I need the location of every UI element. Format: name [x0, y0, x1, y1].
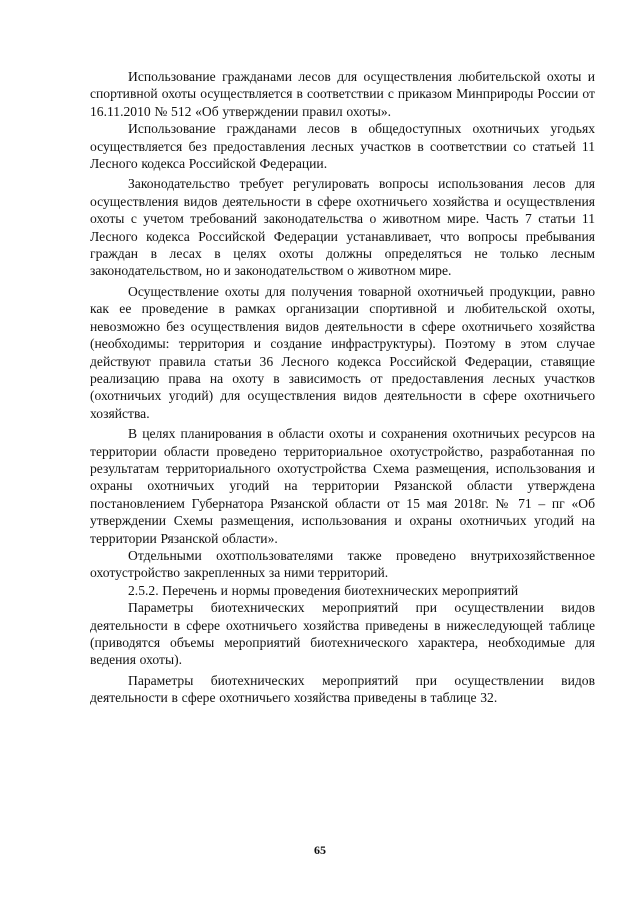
document-body — [90, 68, 595, 707]
page-number: 65 — [314, 843, 326, 857]
paragraph-commercial-hunting: Осуществление охоты для получения товарной охотничьей продукции, равно как ее проведение в рамках организации спортивной и любительской охоты, невозможно без осуществления видов деятельности в сфере охотничьего хозяйства (необходимы: территория и создание инфраструктуры). Поэтому в этом случае действуют правила статьи 36 Лесного кодекса Российской Федерации, ставящие реализацию права на охоту в зависимость от предоставления лесных участков (охотничьих угодий) для осуществления видов деятельности в сфере охотничьего хозяйства. — [90, 283, 595, 421]
paragraph-territorial-planning: В целях планирования в области охоты и сохранения охотничьих ресурсов на территории области проведено территориальное охотустройство, разработанная по результатам территориального охотустройства Схема размещения, использования и охраны охотничьих угодий на территории Рязанской области утверждена постановлением Губернатора Рязанской области от 15 мая 2018г. № 71 – пг «Об утверждении Схемы размещения, использования и охраны охотничьих угодий на территории Рязанской области». — [90, 426, 595, 546]
paragraph-public-hunting-grounds: Использование гражданами лесов в общедоступных охотничьих угодьях осуществляется без предоставления лесных участков в соответствии со статьей 11 Лесного кодекса Российской Федерации. — [90, 121, 595, 172]
paragraph-hunting-rules: Использование гражданами лесов для осуществления любительской охоты и спортивной охоты осуществляется в соответствии с приказом Минприроды России от 16.11.2010 № 512 «Об утверждении правил охоты». — [90, 69, 595, 119]
paragraph-table-reference: Параметры биотехнических мероприятий при осуществлении видов деятельности в сфере охотничьего хозяйства приведены в таблице 32. — [90, 672, 595, 706]
paragraph-internal-planning: Отдельными охотпользователями также проведено внутрихозяйственное охотустройство закрепленных за ними территорий. — [90, 547, 595, 581]
section-heading-biotechnical: 2.5.2. Перечень и нормы проведения биотехнических мероприятий — [128, 582, 519, 598]
paragraph-biotechnical-parameters: Параметры биотехнических мероприятий при осуществлении видов деятельности в сфере охотничьего хозяйства приведены в нижеследующей таблице (приводятся объемы мероприятий биотехнического характера, необходимые для ведения охоты). — [90, 600, 595, 668]
paragraph-legislation-requirements: Законодательство требует регулировать вопросы использования лесов для осуществления видов деятельности в сфере охотничьего хозяйства и осуществления охоты с учетом требований законодательства о животном мире. Часть 7 статьи 11 Лесного кодекса Российской Федерации устанавливает, что вопросы пребывания граждан в лесах в целях охоты должны определяться не только лесным законодательством, но и законодательством о животном мире. — [90, 176, 595, 279]
